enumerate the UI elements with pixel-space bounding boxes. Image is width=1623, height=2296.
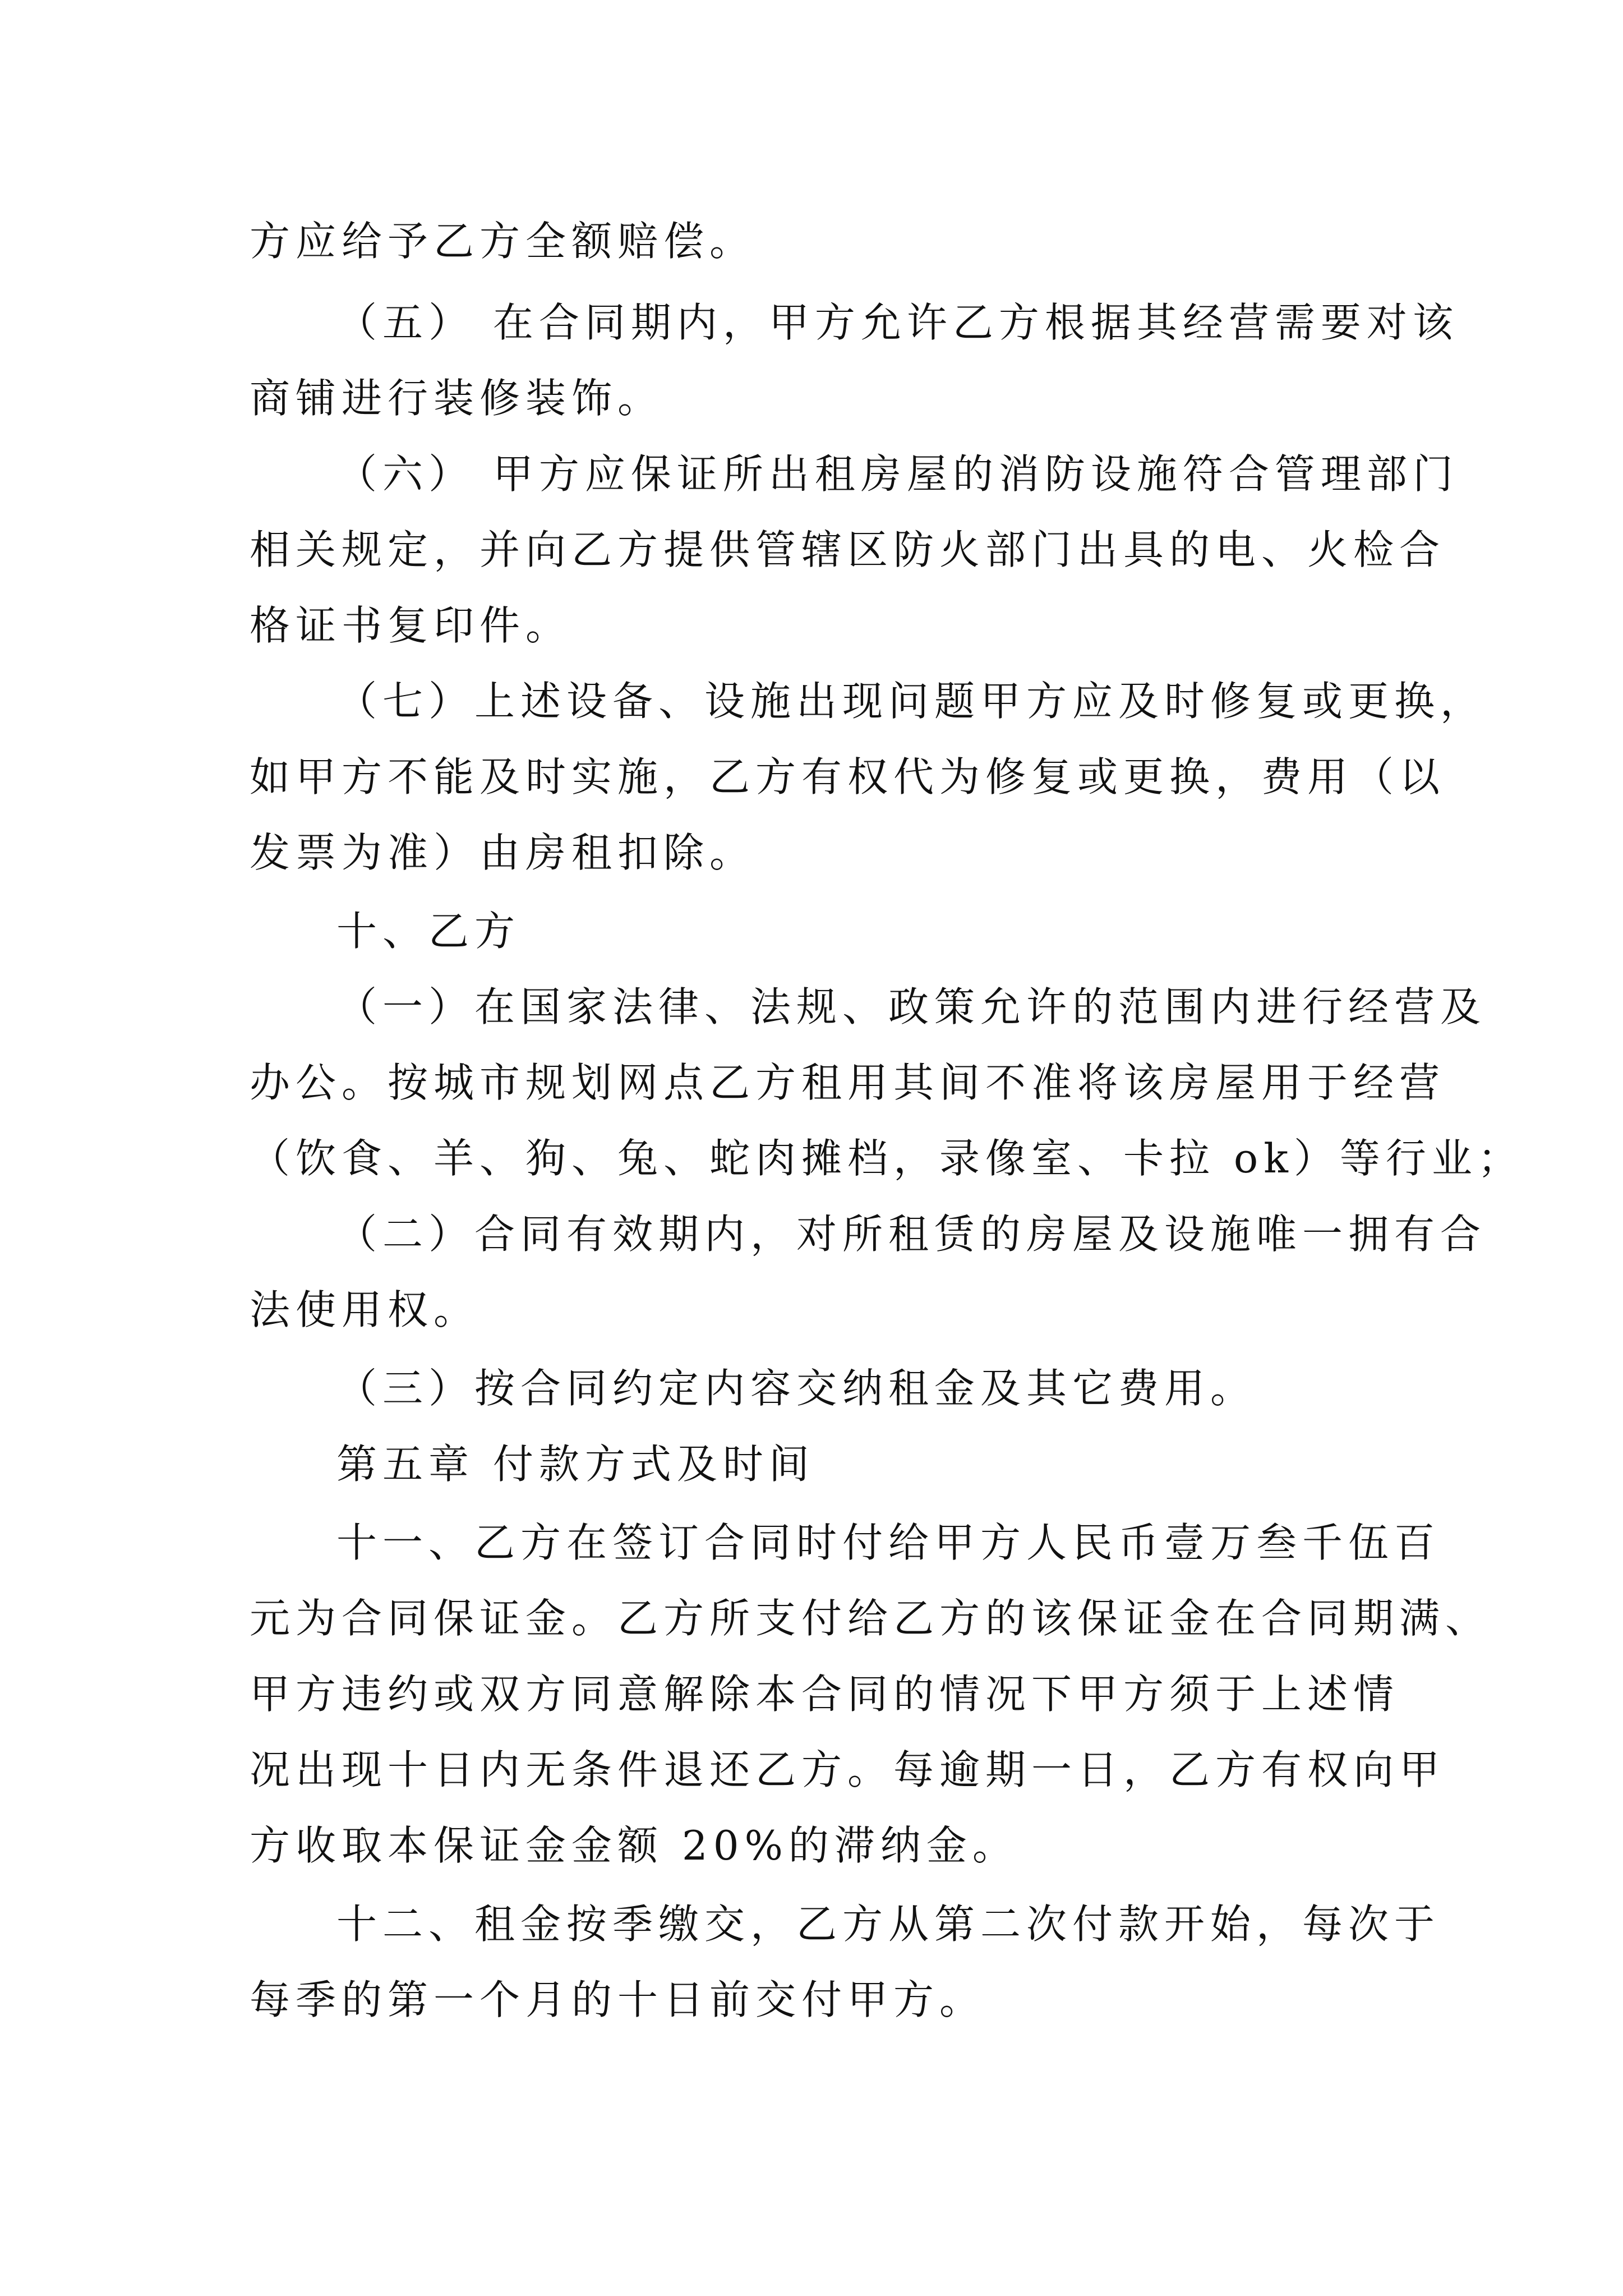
text-line: （二）合同有效期内，对所租赁的房屋及设施唯一拥有合 <box>336 1211 1487 1258</box>
text-line: （七）上述设备、设施出现问题甲方应及时修复或更换， <box>336 678 1487 725</box>
text-line: 元为合同保证金。乙方所支付给乙方的该保证金在合同期满、 <box>250 1595 1492 1642</box>
text-line: 况出现十日内无条件退还乙方。每逾期一日，乙方有权向甲 <box>250 1746 1446 1793</box>
text-line: 每季的第一个月的十日前交付甲方。 <box>250 1976 986 2023</box>
text-line: （一）在国家法律、法规、政策允许的范围内进行经营及 <box>336 983 1487 1030</box>
text-line: 相关规定，并向乙方提供管辖区防火部门出具的电、火检合 <box>250 526 1446 573</box>
text-line: 格证书复印件。 <box>250 602 572 649</box>
text-line: （五） 在合同期内，甲方允许乙方根据其经营需要对该 <box>336 299 1459 346</box>
text-line: （六） 甲方应保证所出租房屋的消防设施符合管理部门 <box>336 450 1459 498</box>
text-line: 法使用权。 <box>250 1286 480 1333</box>
text-line: 如甲方不能及时实施，乙方有权代为修复或更换，费用（以 <box>250 753 1446 800</box>
text-line: （饮食、羊、狗、兔、蛇肉摊档，录像室、卡拉 ok）等行业； <box>250 1135 1524 1182</box>
text-line: 方收取本保证金金额 20%的滞纳金。 <box>250 1822 1018 1869</box>
text-line: （三）按合同约定内容交纳租金及其它费用。 <box>336 1365 1257 1412</box>
text-line: 办公。按城市规划网点乙方租用其间不准将该房屋用于经营 <box>250 1059 1446 1106</box>
text-line: 十一、乙方在签订合同时付给甲方人民币壹万叁千伍百 <box>336 1519 1441 1566</box>
chapter-heading: 第五章 付款方式及时间 <box>336 1441 815 1488</box>
text-line: 发票为准）由房租扣除。 <box>250 829 756 876</box>
text-line: 十二、租金按季缴交，乙方从第二次付款开始，每次于 <box>336 1901 1441 1948</box>
text-line: 方应给予乙方全额赔偿。 <box>250 218 756 265</box>
text-line: 甲方违约或双方同意解除本合同的情况下甲方须于上述情 <box>250 1671 1400 1718</box>
text-line: 商铺进行装修装饰。 <box>250 375 664 422</box>
section-heading: 十、乙方 <box>336 908 521 955</box>
